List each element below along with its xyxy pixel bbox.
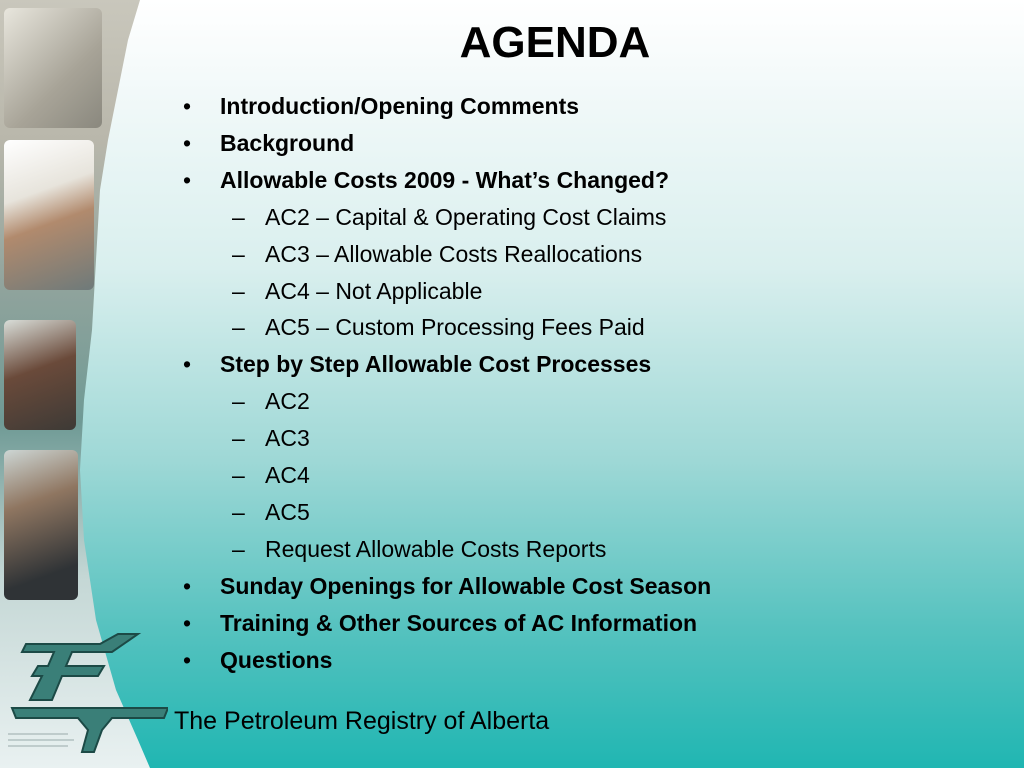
- agenda-subitem: [178, 236, 711, 273]
- bullet-dot: •: [183, 646, 192, 673]
- bullet-dash: –: [232, 498, 245, 525]
- agenda-item: [178, 346, 711, 383]
- agenda-item-text: Questions: [220, 646, 333, 673]
- agenda-item-text: Step by Step Allowable Cost Processes: [220, 351, 652, 378]
- agenda-subitem-text: AC4: [265, 462, 310, 489]
- agenda-subitem: [178, 199, 711, 236]
- phone-woman-photo: [4, 320, 76, 430]
- agenda-subitem: [178, 383, 711, 420]
- agenda-item: [178, 642, 711, 679]
- agenda-subitem-text: AC5: [265, 498, 310, 525]
- slide-title: AGENDA: [459, 18, 651, 67]
- bullet-dot: •: [183, 129, 192, 156]
- agenda-subitem-text: AC3: [265, 425, 310, 452]
- agenda-item-text: Sunday Openings for Allowable Cost Season: [220, 572, 712, 599]
- bullet-dot: •: [183, 166, 192, 193]
- agenda-subitem-text: AC2 – Capital & Operating Cost Claims: [265, 203, 667, 230]
- agenda-item: [178, 88, 711, 125]
- bullet-dot: •: [183, 609, 192, 636]
- agenda-subitem: [178, 273, 711, 310]
- bullet-dash: –: [232, 240, 245, 267]
- agenda-item: [178, 125, 711, 162]
- bullet-dot: •: [183, 93, 192, 119]
- agenda-item-text: Introduction/Opening Comments: [220, 93, 580, 119]
- agenda-subitem: [178, 494, 711, 531]
- footer-text: The Petroleum Registry of Alberta: [174, 707, 550, 735]
- agenda-list: [178, 88, 711, 679]
- agenda-subitem-text: AC4 – Not Applicable: [265, 277, 483, 304]
- agenda-subitem: [178, 457, 711, 494]
- bullet-dash: –: [232, 535, 245, 562]
- bullet-dash: –: [232, 203, 245, 230]
- agenda-item: [178, 605, 711, 642]
- agenda-subitem-text: AC5 – Custom Processing Fees Paid: [265, 314, 645, 341]
- bullet-dash: –: [232, 425, 245, 452]
- agenda-subitem-text: Request Allowable Costs Reports: [265, 535, 607, 562]
- agenda-subitem-text: AC2: [265, 388, 310, 415]
- agenda-item-text: Allowable Costs 2009 - What’s Changed?: [220, 166, 670, 193]
- businessman-photo: [4, 450, 78, 600]
- bullet-dash: –: [232, 314, 245, 341]
- agenda-subitem: [178, 309, 711, 346]
- agenda-subitem: [178, 420, 711, 457]
- agenda-subitem-text: AC3 – Allowable Costs Reallocations: [265, 240, 643, 267]
- bullet-dot: •: [183, 572, 192, 599]
- oil-worker-photo: [4, 140, 94, 290]
- agenda-item: [178, 162, 711, 199]
- bullet-dash: –: [232, 462, 245, 489]
- agenda-item-text: Training & Other Sources of AC Information: [220, 609, 698, 636]
- bullet-dash: –: [232, 388, 245, 415]
- bullet-dash: –: [232, 277, 245, 304]
- agenda-subitem: [178, 531, 711, 568]
- bullet-dot: •: [183, 351, 192, 378]
- petroleum-registry-logo: [8, 630, 168, 760]
- agenda-item-text: Background: [220, 129, 355, 156]
- agenda-item: [178, 568, 711, 605]
